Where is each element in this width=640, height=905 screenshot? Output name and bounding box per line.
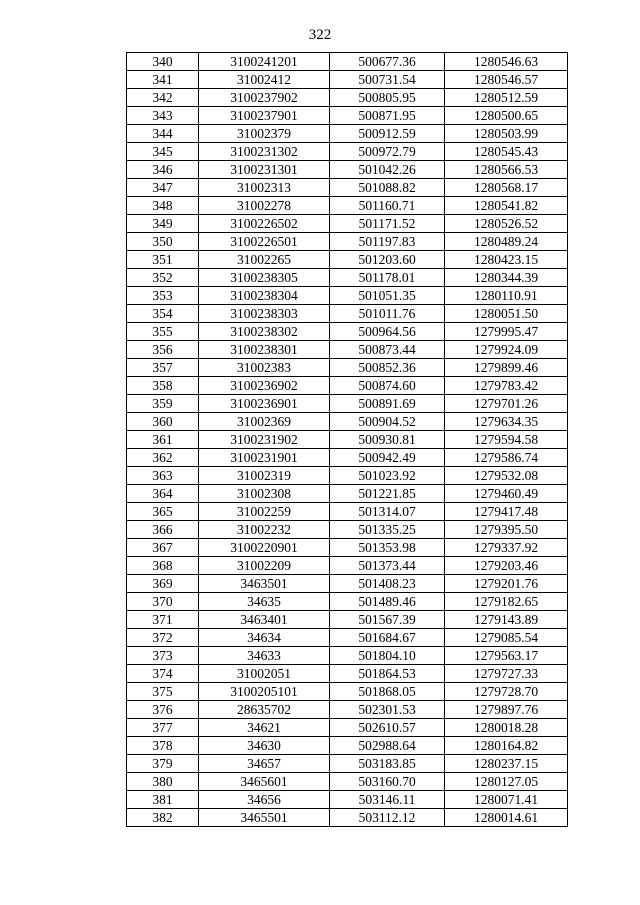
point-code-cell: 3100237902 <box>199 89 330 107</box>
x-coordinate-cell: 500972.79 <box>330 143 445 161</box>
y-coordinate-cell: 1279701.26 <box>445 395 568 413</box>
x-coordinate-cell: 501864.53 <box>330 665 445 683</box>
point-code-cell: 31002232 <box>199 521 330 539</box>
point-code-cell: 3100238301 <box>199 341 330 359</box>
point-number-cell: 375 <box>127 683 199 701</box>
point-code-cell: 3100205101 <box>199 683 330 701</box>
point-number-cell: 360 <box>127 413 199 431</box>
point-number-cell: 344 <box>127 125 199 143</box>
y-coordinate-cell: 1280568.17 <box>445 179 568 197</box>
point-number-cell: 373 <box>127 647 199 665</box>
point-number-cell: 378 <box>127 737 199 755</box>
point-number-cell: 382 <box>127 809 199 827</box>
x-coordinate-cell: 503146.11 <box>330 791 445 809</box>
point-code-cell: 3100238304 <box>199 287 330 305</box>
point-code-cell: 3100238303 <box>199 305 330 323</box>
table-row <box>127 521 568 539</box>
point-code-cell: 3463401 <box>199 611 330 629</box>
x-coordinate-cell: 500912.59 <box>330 125 445 143</box>
point-code-cell: 3100231901 <box>199 449 330 467</box>
point-number-cell: 351 <box>127 251 199 269</box>
x-coordinate-cell: 500942.49 <box>330 449 445 467</box>
point-number-cell: 355 <box>127 323 199 341</box>
x-coordinate-cell: 501335.25 <box>330 521 445 539</box>
point-number-cell: 381 <box>127 791 199 809</box>
table-row <box>127 539 568 557</box>
point-number-cell: 364 <box>127 485 199 503</box>
point-number-cell: 353 <box>127 287 199 305</box>
point-code-cell: 34657 <box>199 755 330 773</box>
x-coordinate-cell: 502610.57 <box>330 719 445 737</box>
point-number-cell: 369 <box>127 575 199 593</box>
table-row <box>127 431 568 449</box>
point-number-cell: 356 <box>127 341 199 359</box>
table-row <box>127 647 568 665</box>
point-code-cell: 31002278 <box>199 197 330 215</box>
y-coordinate-cell: 1279395.50 <box>445 521 568 539</box>
table-row <box>127 575 568 593</box>
point-number-cell: 380 <box>127 773 199 791</box>
y-coordinate-cell: 1280546.63 <box>445 53 568 71</box>
y-coordinate-cell: 1280014.61 <box>445 809 568 827</box>
y-coordinate-cell: 1279563.17 <box>445 647 568 665</box>
table-row <box>127 341 568 359</box>
point-code-cell: 31002259 <box>199 503 330 521</box>
table-row <box>127 161 568 179</box>
point-number-cell: 343 <box>127 107 199 125</box>
point-number-cell: 379 <box>127 755 199 773</box>
point-number-cell: 370 <box>127 593 199 611</box>
x-coordinate-cell: 501221.85 <box>330 485 445 503</box>
y-coordinate-cell: 1280503.99 <box>445 125 568 143</box>
table-row <box>127 449 568 467</box>
point-code-cell: 3100237901 <box>199 107 330 125</box>
x-coordinate-cell: 503183.85 <box>330 755 445 773</box>
point-code-cell: 3465601 <box>199 773 330 791</box>
table-row <box>127 287 568 305</box>
y-coordinate-cell: 1280526.52 <box>445 215 568 233</box>
x-coordinate-cell: 501373.44 <box>330 557 445 575</box>
point-number-cell: 354 <box>127 305 199 323</box>
x-coordinate-cell: 501178.01 <box>330 269 445 287</box>
x-coordinate-cell: 501353.98 <box>330 539 445 557</box>
point-number-cell: 363 <box>127 467 199 485</box>
table-row <box>127 701 568 719</box>
y-coordinate-cell: 1280545.43 <box>445 143 568 161</box>
point-number-cell: 342 <box>127 89 199 107</box>
x-coordinate-cell: 501088.82 <box>330 179 445 197</box>
x-coordinate-cell: 500904.52 <box>330 413 445 431</box>
point-number-cell: 350 <box>127 233 199 251</box>
point-code-cell: 31002379 <box>199 125 330 143</box>
table-row <box>127 215 568 233</box>
y-coordinate-cell: 1280500.65 <box>445 107 568 125</box>
point-code-cell: 31002265 <box>199 251 330 269</box>
y-coordinate-cell: 1280512.59 <box>445 89 568 107</box>
point-number-cell: 366 <box>127 521 199 539</box>
x-coordinate-cell: 501042.26 <box>330 161 445 179</box>
y-coordinate-cell: 1279634.35 <box>445 413 568 431</box>
point-code-cell: 3100236902 <box>199 377 330 395</box>
y-coordinate-cell: 1280237.15 <box>445 755 568 773</box>
x-coordinate-cell: 501684.67 <box>330 629 445 647</box>
point-code-cell: 3463501 <box>199 575 330 593</box>
x-coordinate-cell: 500805.95 <box>330 89 445 107</box>
y-coordinate-cell: 1279085.54 <box>445 629 568 647</box>
point-code-cell: 3100236901 <box>199 395 330 413</box>
point-code-cell: 31002209 <box>199 557 330 575</box>
point-number-cell: 362 <box>127 449 199 467</box>
y-coordinate-cell: 1279995.47 <box>445 323 568 341</box>
y-coordinate-cell: 1280423.15 <box>445 251 568 269</box>
y-coordinate-cell: 1279594.58 <box>445 431 568 449</box>
point-code-cell: 31002369 <box>199 413 330 431</box>
point-code-cell: 3100226502 <box>199 215 330 233</box>
x-coordinate-cell: 501567.39 <box>330 611 445 629</box>
point-code-cell: 34621 <box>199 719 330 737</box>
table-row <box>127 683 568 701</box>
table-row <box>127 89 568 107</box>
point-number-cell: 340 <box>127 53 199 71</box>
y-coordinate-cell: 1279532.08 <box>445 467 568 485</box>
y-coordinate-cell: 1279783.42 <box>445 377 568 395</box>
point-code-cell: 31002383 <box>199 359 330 377</box>
table-row <box>127 269 568 287</box>
point-code-cell: 31002313 <box>199 179 330 197</box>
x-coordinate-cell: 500964.56 <box>330 323 445 341</box>
table-row <box>127 233 568 251</box>
x-coordinate-cell: 503160.70 <box>330 773 445 791</box>
table-row <box>127 53 568 71</box>
y-coordinate-cell: 1280051.50 <box>445 305 568 323</box>
point-code-cell: 3100238302 <box>199 323 330 341</box>
x-coordinate-cell: 501408.23 <box>330 575 445 593</box>
table-row <box>127 665 568 683</box>
point-code-cell: 34630 <box>199 737 330 755</box>
x-coordinate-cell: 501804.10 <box>330 647 445 665</box>
x-coordinate-cell: 500891.69 <box>330 395 445 413</box>
x-coordinate-cell: 501868.05 <box>330 683 445 701</box>
x-coordinate-cell: 503112.12 <box>330 809 445 827</box>
point-number-cell: 352 <box>127 269 199 287</box>
table-row <box>127 305 568 323</box>
x-coordinate-cell: 501171.52 <box>330 215 445 233</box>
table-row <box>127 809 568 827</box>
point-number-cell: 346 <box>127 161 199 179</box>
table-row <box>127 107 568 125</box>
point-code-cell: 31002319 <box>199 467 330 485</box>
y-coordinate-cell: 1279460.49 <box>445 485 568 503</box>
y-coordinate-cell: 1279182.65 <box>445 593 568 611</box>
x-coordinate-cell: 500871.95 <box>330 107 445 125</box>
table-row <box>127 395 568 413</box>
y-coordinate-cell: 1280566.53 <box>445 161 568 179</box>
table-row <box>127 791 568 809</box>
y-coordinate-cell: 1279201.76 <box>445 575 568 593</box>
point-number-cell: 367 <box>127 539 199 557</box>
y-coordinate-cell: 1279143.89 <box>445 611 568 629</box>
point-code-cell: 31002051 <box>199 665 330 683</box>
y-coordinate-cell: 1280071.41 <box>445 791 568 809</box>
point-number-cell: 371 <box>127 611 199 629</box>
table-row <box>127 323 568 341</box>
page-number: 322 <box>308 27 332 43</box>
table-row <box>127 629 568 647</box>
y-coordinate-cell: 1280541.82 <box>445 197 568 215</box>
table-row <box>127 611 568 629</box>
y-coordinate-cell: 1279586.74 <box>445 449 568 467</box>
point-code-cell: 34635 <box>199 593 330 611</box>
point-code-cell: 3100231302 <box>199 143 330 161</box>
y-coordinate-cell: 1279924.09 <box>445 341 568 359</box>
point-number-cell: 361 <box>127 431 199 449</box>
point-code-cell: 3100231301 <box>199 161 330 179</box>
coordinates-table-body <box>127 53 568 827</box>
point-code-cell: 34633 <box>199 647 330 665</box>
point-code-cell: 3100231902 <box>199 431 330 449</box>
y-coordinate-cell: 1279897.76 <box>445 701 568 719</box>
x-coordinate-cell: 500731.54 <box>330 71 445 89</box>
point-code-cell: 31002412 <box>199 71 330 89</box>
y-coordinate-cell: 1279899.46 <box>445 359 568 377</box>
point-number-cell: 341 <box>127 71 199 89</box>
point-number-cell: 372 <box>127 629 199 647</box>
point-number-cell: 347 <box>127 179 199 197</box>
point-number-cell: 349 <box>127 215 199 233</box>
x-coordinate-cell: 502301.53 <box>330 701 445 719</box>
x-coordinate-cell: 501160.71 <box>330 197 445 215</box>
table-row <box>127 413 568 431</box>
x-coordinate-cell: 500852.36 <box>330 359 445 377</box>
y-coordinate-cell: 1279417.48 <box>445 503 568 521</box>
table-row <box>127 773 568 791</box>
y-coordinate-cell: 1280489.24 <box>445 233 568 251</box>
table-row <box>127 557 568 575</box>
table-row <box>127 467 568 485</box>
x-coordinate-cell: 501023.92 <box>330 467 445 485</box>
table-row <box>127 755 568 773</box>
point-code-cell: 34634 <box>199 629 330 647</box>
y-coordinate-cell: 1279203.46 <box>445 557 568 575</box>
point-code-cell: 3100238305 <box>199 269 330 287</box>
y-coordinate-cell: 1279337.92 <box>445 539 568 557</box>
x-coordinate-cell: 501011.76 <box>330 305 445 323</box>
point-number-cell: 365 <box>127 503 199 521</box>
coordinates-table <box>126 52 568 827</box>
point-number-cell: 358 <box>127 377 199 395</box>
x-coordinate-cell: 501314.07 <box>330 503 445 521</box>
point-code-cell: 3100226501 <box>199 233 330 251</box>
point-code-cell: 3465501 <box>199 809 330 827</box>
table-row <box>127 125 568 143</box>
y-coordinate-cell: 1279727.33 <box>445 665 568 683</box>
point-code-cell: 34656 <box>199 791 330 809</box>
table-row <box>127 251 568 269</box>
point-number-cell: 348 <box>127 197 199 215</box>
table-row <box>127 71 568 89</box>
table-row <box>127 593 568 611</box>
y-coordinate-cell: 1280018.28 <box>445 719 568 737</box>
point-number-cell: 359 <box>127 395 199 413</box>
x-coordinate-cell: 501489.46 <box>330 593 445 611</box>
table-row <box>127 737 568 755</box>
table-row <box>127 359 568 377</box>
point-number-cell: 377 <box>127 719 199 737</box>
x-coordinate-cell: 500873.44 <box>330 341 445 359</box>
y-coordinate-cell: 1280127.05 <box>445 773 568 791</box>
x-coordinate-cell: 501197.83 <box>330 233 445 251</box>
y-coordinate-cell: 1279728.70 <box>445 683 568 701</box>
x-coordinate-cell: 501051.35 <box>330 287 445 305</box>
x-coordinate-cell: 500874.60 <box>330 377 445 395</box>
table-row <box>127 503 568 521</box>
table-row <box>127 719 568 737</box>
point-code-cell: 31002308 <box>199 485 330 503</box>
y-coordinate-cell: 1280344.39 <box>445 269 568 287</box>
point-number-cell: 368 <box>127 557 199 575</box>
y-coordinate-cell: 1280546.57 <box>445 71 568 89</box>
point-code-cell: 3100220901 <box>199 539 330 557</box>
point-number-cell: 374 <box>127 665 199 683</box>
point-number-cell: 376 <box>127 701 199 719</box>
point-number-cell: 357 <box>127 359 199 377</box>
x-coordinate-cell: 500930.81 <box>330 431 445 449</box>
y-coordinate-cell: 1280164.82 <box>445 737 568 755</box>
x-coordinate-cell: 501203.60 <box>330 251 445 269</box>
table-row <box>127 197 568 215</box>
point-code-cell: 3100241201 <box>199 53 330 71</box>
x-coordinate-cell: 500677.36 <box>330 53 445 71</box>
table-row <box>127 179 568 197</box>
point-code-cell: 28635702 <box>199 701 330 719</box>
table-row <box>127 485 568 503</box>
table-row <box>127 377 568 395</box>
y-coordinate-cell: 1280110.91 <box>445 287 568 305</box>
point-number-cell: 345 <box>127 143 199 161</box>
table-row <box>127 143 568 161</box>
x-coordinate-cell: 502988.64 <box>330 737 445 755</box>
